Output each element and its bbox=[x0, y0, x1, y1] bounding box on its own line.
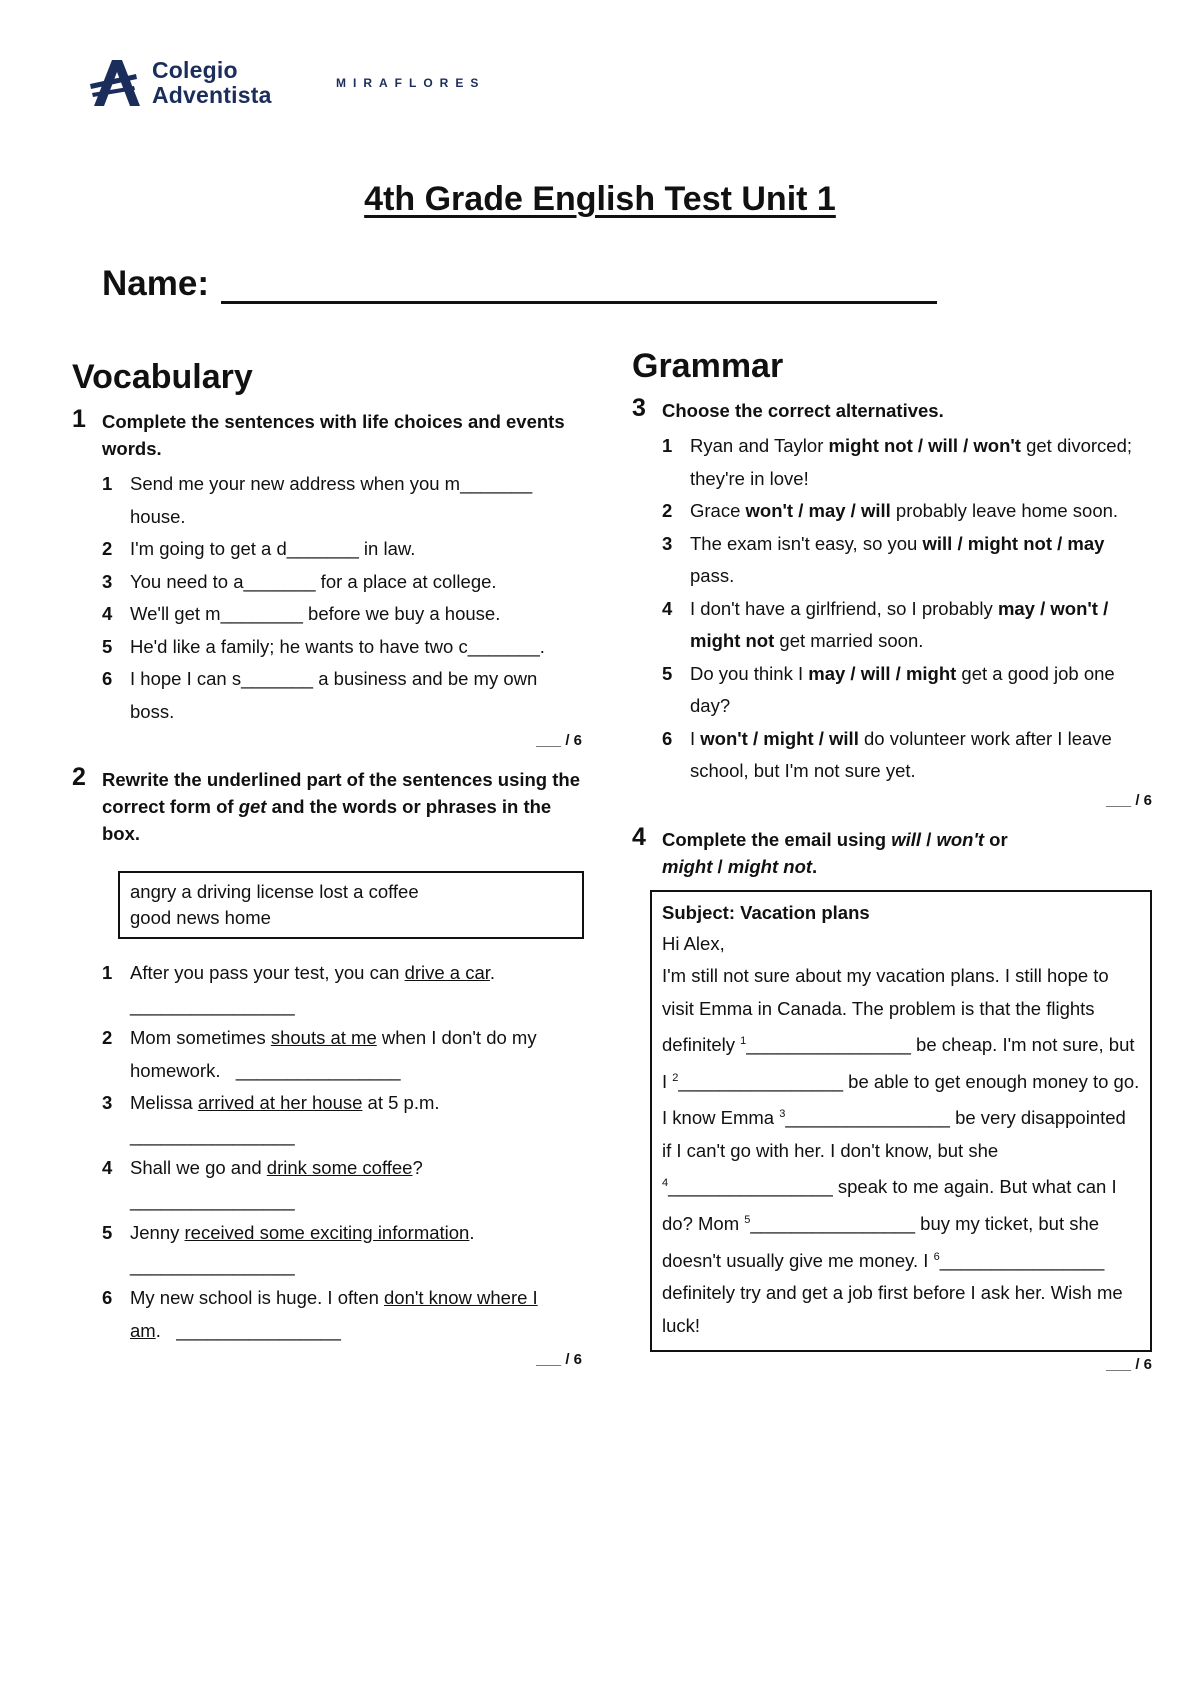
logo-name: Colegio Adventista bbox=[152, 57, 272, 108]
list-item: 1 Send me your new address when you m_______ house. bbox=[102, 473, 533, 527]
list-item: 2 I'm going to get a d_______ in law. bbox=[102, 538, 416, 559]
list-item: 3 You need to a_______ for a place at college. bbox=[102, 570, 497, 592]
answer-blank[interactable]: ________________ bbox=[750, 1213, 916, 1235]
exercise-2-score: ___ / 6 bbox=[536, 1351, 582, 1368]
answer-blank[interactable]: ________________ bbox=[939, 1249, 1105, 1271]
exercise-instruction: Complete the sentences with life choices and events words. bbox=[102, 411, 565, 459]
answer-options[interactable]: might not / will / won't bbox=[828, 435, 1021, 456]
answer-blank[interactable]: ________________ bbox=[785, 1107, 950, 1129]
answer-blank[interactable]: ________________ bbox=[130, 1189, 295, 1211]
exercise-3-items bbox=[632, 430, 1152, 788]
email-box bbox=[650, 890, 1152, 1353]
email-subject: Subject: Vacation plans bbox=[662, 901, 870, 923]
exercise-number: 3 bbox=[632, 394, 646, 422]
exercise-1-items bbox=[72, 468, 582, 728]
exercise-number: 4 bbox=[632, 822, 646, 851]
list-item: 3 The exam isn't easy, so you will / might not / may pass. bbox=[662, 532, 1105, 586]
exercise-1-score: ___ / 6 bbox=[536, 732, 582, 749]
exercise-3-score: ___ / 6 bbox=[1106, 791, 1152, 809]
exercise-instruction: Rewrite the underlined part of the sentences using the correct form of get and the words or phrases in the box. bbox=[102, 769, 580, 844]
exercise-4-header bbox=[632, 823, 1152, 880]
page-title: 4th Grade English Test Unit 1 bbox=[364, 180, 836, 218]
exercise-instruction: Choose the correct alternatives. bbox=[662, 400, 944, 421]
answer-blank[interactable]: ________________ bbox=[130, 994, 295, 1016]
exercise-number: 2 bbox=[72, 763, 86, 791]
vocabulary-heading: Vocabulary bbox=[72, 358, 253, 396]
vocabulary-section bbox=[72, 358, 582, 1368]
answer-blank[interactable]: ________________ bbox=[130, 1124, 295, 1146]
exercise-number: 1 bbox=[72, 405, 86, 433]
list-item: 4 Shall we go and drink some coffee? ________________ bbox=[102, 1157, 423, 1211]
grammar-heading: Grammar bbox=[632, 347, 784, 385]
name-field bbox=[102, 264, 937, 304]
list-item: 4 We'll get m________ before we buy a house. bbox=[102, 603, 501, 624]
answer-options[interactable]: will / might not / may bbox=[922, 532, 1105, 554]
grammar-section bbox=[632, 347, 1152, 1373]
exercise-2-items bbox=[72, 957, 582, 1347]
word-box: angry a driving license lost a coffee good news home bbox=[118, 871, 584, 939]
logo-subtitle: MIRAFLORES bbox=[336, 76, 486, 90]
answer-blank[interactable]: ________________ bbox=[176, 1319, 341, 1341]
email-greeting: Hi Alex, bbox=[662, 932, 725, 954]
name-blank-line[interactable] bbox=[221, 267, 937, 304]
answer-blank[interactable]: ________________ bbox=[235, 1059, 401, 1081]
list-item: 5 Jenny received some exciting information. ________________ bbox=[102, 1222, 475, 1276]
list-item: 2 Mom sometimes shouts at me when I don't do my homework. ________________ bbox=[102, 1027, 537, 1081]
name-label: Name: bbox=[102, 264, 209, 303]
list-item: 5 He'd like a family; he wants to have two c_______. bbox=[102, 635, 545, 657]
exercise-3-header bbox=[632, 394, 1152, 424]
answer-blank[interactable]: ________________ bbox=[678, 1070, 844, 1092]
list-item: 1 Ryan and Taylor might not / will / won't get divorced; they're in love! bbox=[662, 435, 1133, 489]
answer-blank[interactable]: ________________ bbox=[746, 1034, 911, 1056]
list-item: 4 I don't have a girlfriend, so I probably may / won't / might not get married soon. bbox=[662, 597, 1109, 651]
answer-options[interactable]: may / will / might bbox=[808, 662, 957, 684]
list-item: 6 I won't / might / will do volunteer work after I leave school, but I'm not sure yet. bbox=[662, 727, 1112, 781]
answer-blank[interactable]: ________________ bbox=[668, 1176, 833, 1198]
list-item: 5 Do you think I may / will / might get a good job one day? bbox=[662, 662, 1115, 716]
exercise-1-header bbox=[72, 405, 582, 462]
list-item: 6 My new school is huge. I often don't know where I am. ________________ bbox=[102, 1287, 538, 1341]
list-item: 6 I hope I can s_______ a business and be my own boss. bbox=[102, 668, 538, 722]
list-item: 3 Melissa arrived at her house at 5 p.m. ________________ bbox=[102, 1092, 440, 1146]
logo-a-icon bbox=[90, 60, 140, 106]
answer-options[interactable]: may / won't / might not bbox=[690, 597, 1109, 651]
exercise-2-header bbox=[72, 763, 582, 847]
list-item: 2 Grace won't / may / will probably leave home soon. bbox=[662, 500, 1119, 521]
exercise-instruction: Complete the email using will / won't or might / might not. bbox=[662, 828, 1008, 877]
answer-options[interactable]: won't / may / will bbox=[745, 500, 891, 521]
answer-blank[interactable]: ________________ bbox=[130, 1254, 295, 1276]
email-body: I'm still not sure about my vacation plans. I still hope to visit Emma in Canada. The problem is that the flights definitely $^1$________________ be cheap. I'm not sure, but I $^2$________________ be able to get enough money to go. I know Emma $^3$________________ be very disappointed if I can't go with her. I don't know, but she $^4$________________ speak to me again. But what can I do? Mom $^5$________________ buy my ticket, but she doesn't usually give me money. I $^6$________________ definitely try and get a job first before I ask her. Wish me luck! bbox=[662, 965, 1140, 1336]
list-item: 1 After you pass your test, you can drive a car. ________________ bbox=[102, 962, 496, 1016]
exercise-4-score: ___ / 6 bbox=[1106, 1356, 1152, 1374]
answer-options[interactable]: won't / might / will bbox=[700, 727, 859, 749]
